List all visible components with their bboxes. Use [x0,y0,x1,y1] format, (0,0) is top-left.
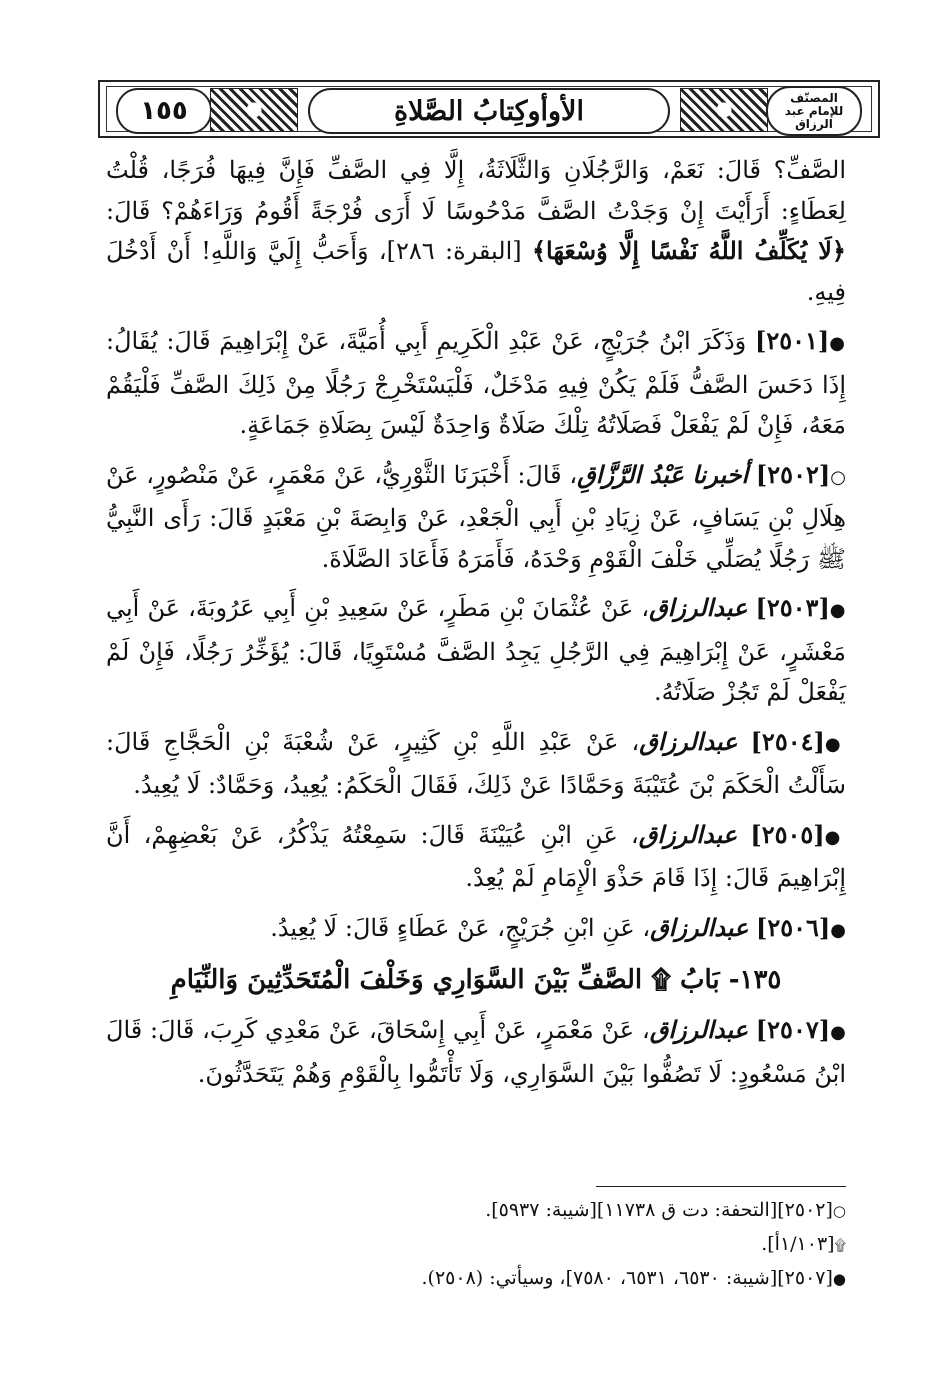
paragraph-text: الصَّفِّ؟ قَالَ: نَعَمْ، وَالرَّجُلَانِ وَالثَّلَاثَةُ، إِلَّا فِي الصَّفِّ فَإِنَّ فِيهَا فُرَجًا، قُلْتُ لِعَطَاءٍ: أَرَأَيْتَ إِنْ وَجَدْتُ الصَّفَّ مَدْحُوسًا لَا أَرَى فُرْجَةً أَقُومُ وَرَاءَهُمْ؟ قَالَ: [106,156,846,225]
footnote-item [106,1228,846,1262]
footnote-item [106,1262,846,1296]
seal-line-1: المصنّف [790,90,838,105]
footnote-item [106,1194,846,1228]
paragraph-tail: [البقرة: ٢٨٦]، وَأَحَبُّ إِلَيَّ وَاللَّهِ! أَنْ أَدْخُلَ فِيهِ. [106,237,846,306]
bullet-marker: ● [829,600,846,621]
hadith-2503 [106,588,846,713]
bullet-marker: ○ [830,466,846,488]
running-header [98,80,880,138]
book-seal-logo [766,86,862,136]
hadith-2504 [106,722,846,806]
bullet-marker: ● [829,333,846,354]
footnote-marker: ۩ [834,1236,846,1254]
narrator-lead: عبدالرزاق [649,593,748,622]
hadith-2507 [106,1010,846,1094]
narrator-lead: أخبرنا عَبْدُ الرَّزَّاقِ [577,459,749,489]
footnotes [106,1194,846,1296]
ornament-left [210,88,298,132]
bullet-marker: ● [830,1022,846,1043]
bullet-marker: ● [830,919,846,941]
title-cartouche [308,88,670,134]
seal-line-2: للإمام عبد الرزاق [784,103,844,131]
page-number: ١٥٥ [140,96,188,126]
running-title: الأوأوكِتابُ الصَّلاةِ [394,95,584,127]
hadith-text: ، عَنِ ابْنِ جُرَيْجٍ، عَنْ عَطَاءٍ قَالَ: لَا يُعِيدُ. [270,913,651,942]
hadith-2505 [106,815,846,899]
hadith-text: ، عَنْ مَعْمَرٍ، عَنْ أَبِي إِسْحَاقَ، عَنْ مَعْدِي كَرِبَ، قَالَ: قَالَ ابْنُ مَسْعُودٍ: لَا تَصُفُّوا بَيْنَ السَّوَارِي، وَلَا تَأْتَمُّوا بِالْقَوْمِ وَهُمْ يَتَحَدَّثُونَ. [106,1016,846,1088]
hadith-text: ، قَالَ: أَخْبَرَنَا الثَّوْرِيُّ، عَنْ مَعْمَرٍ، عَنْ مَنْصُورٍ، عَنْ هِلَالِ بْنِ يَسَافٍ، عَنْ زِيَادِ بْنِ أَبِي الْجَعْدِ، عَنْ وَابِصَةَ بْنِ مَعْبَدٍ قَالَ: رَأَى النَّبِيُّ ﷺ رَجُلًا يُصَلِّي خَلْفَ الْقَوْمِ وَحْدَهُ، فَأَمَرَهُ فَأَعَادَ الصَّلَاةَ. [106,460,847,573]
bullet-marker: ● [824,733,846,755]
footnote-marker: ● [832,1270,846,1288]
narrator-lead: عبدالرزاق [649,1015,748,1044]
hadith-2506 [106,908,846,952]
hadith-number: [٢٥٠٦] [756,912,831,942]
hadith-number: [٢٥٠٤] [750,726,825,756]
quran-verse: ﴿لَا يُكَلِّفُ اللَّهُ نَفْسًا إِلَّا وُسْعَهَا﴾ [531,236,846,265]
paragraph-continuation [106,150,846,312]
hadith-text: ، عَنْ عَبْدِ اللَّهِ بْنِ كَثِيرٍ، عَنْ شُعْبَةَ بْنِ الْحَجَّاجِ قَالَ: سَأَلْتُ الْحَكَمَ بْنَ عُتَيْبَةَ وَحَمَّادًا عَنْ ذَلِكَ، فَقَالَ الْحَكَمُ: يُعِيدُ، وَحَمَّادٌ: لَا يُعِيدُ. [106,727,846,799]
chapter-heading: ١٣٥- بَابُ ۩ الصَّفِّ بَيْنَ السَّوَارِي وَخَلْفَ الْمُتَحَدِّثِينَ وَالنِّيَامِ [170,965,782,995]
footnote-text: [١/١٠٣أ]. [761,1233,835,1255]
footnote-marker: ○ [832,1202,846,1220]
bullet-marker: ● [824,826,846,848]
hadith-2501 [106,321,846,446]
page-number-cartouche [116,88,212,134]
hadith-number: [٢٥٠٢] [755,459,831,489]
hadith-number: [٢٥٠٣] [755,593,830,622]
ornament-right [680,88,768,132]
hadith-text: وَذَكَرَ ابْنُ جُرَيْجٍ، عَنْ عَبْدِ الْكَرِيمِ أَبِي أُمَيَّةَ، عَنْ إِبْرَاهِيمَ قَالَ: يُقَالُ: إِذَا دَحَسَ الصَّفُّ فَلَمْ يَكُنْ فِيهِ مَدْخَلٌ، فَلْيَسْتَخْرِجْ رَجُلًا مِنْ ذَلِكَ الصَّفِّ فَلْيَقُمْ مَعَهُ، فَإِنْ لَمْ يَفْعَلْ فَصَلَاتُهُ تِلْكَ صَلَاةٌ وَاحِدَةٌ لَيْسَ بِصَلَاةِ جَمَاعَةٍ. [106,327,846,439]
hadith-number: [٢٥٠١] [754,326,830,355]
footnote-text: [٢٥٠٧][شيبة: ٦٥٣٠، ٦٥٣١، ٧٥٨٠]، وسيأتي: (٢٥٠٨). [421,1267,833,1289]
narrator-lead: عبدالرزاق [639,726,738,756]
hadith-text: ، عَنِ ابْنِ عُيَيْنَةَ قَالَ: سَمِعْتُهُ يَذْكُرُ، عَنْ بَعْضِهِمْ، أَنَّ إِبْرَاهِيمَ قَالَ: إِذَا قَامَ حَذْوَ الْإِمَامِ لَمْ يُعِدْ. [106,820,846,892]
narrator-lead: عبدالرزاق [638,819,738,849]
hadith-number: [٢٥٠٥] [750,819,825,849]
footnote-separator [596,1186,846,1187]
main-text [106,150,846,1103]
narrator-lead: عبدالرزاق [650,912,749,942]
hadith-number: [٢٥٠٧] [755,1015,831,1044]
hadith-text: ، عَنْ عُثْمَانَ بْنِ مَطَرٍ، عَنْ سَعِيدِ بْنِ أَبِي عَرُوبَةَ، عَنْ أَبِي مَعْشَرٍ، عَنْ إِبْرَاهِيمَ فِي الرَّجُلِ يَجِدُ الصَّفَّ مُسْتَوِيًا، قَالَ: يُؤَخِّرُ رَجُلًا، فَإِنْ لَمْ يَفْعَلْ لَمْ تَجُزْ صَلَاتُهُ. [106,594,846,706]
footnote-text: [٢٥٠٢][التحفة: دت ق ١١٧٣٨][شيبة: ٥٩٣٧]. [485,1199,833,1221]
hadith-2502 [106,455,846,580]
